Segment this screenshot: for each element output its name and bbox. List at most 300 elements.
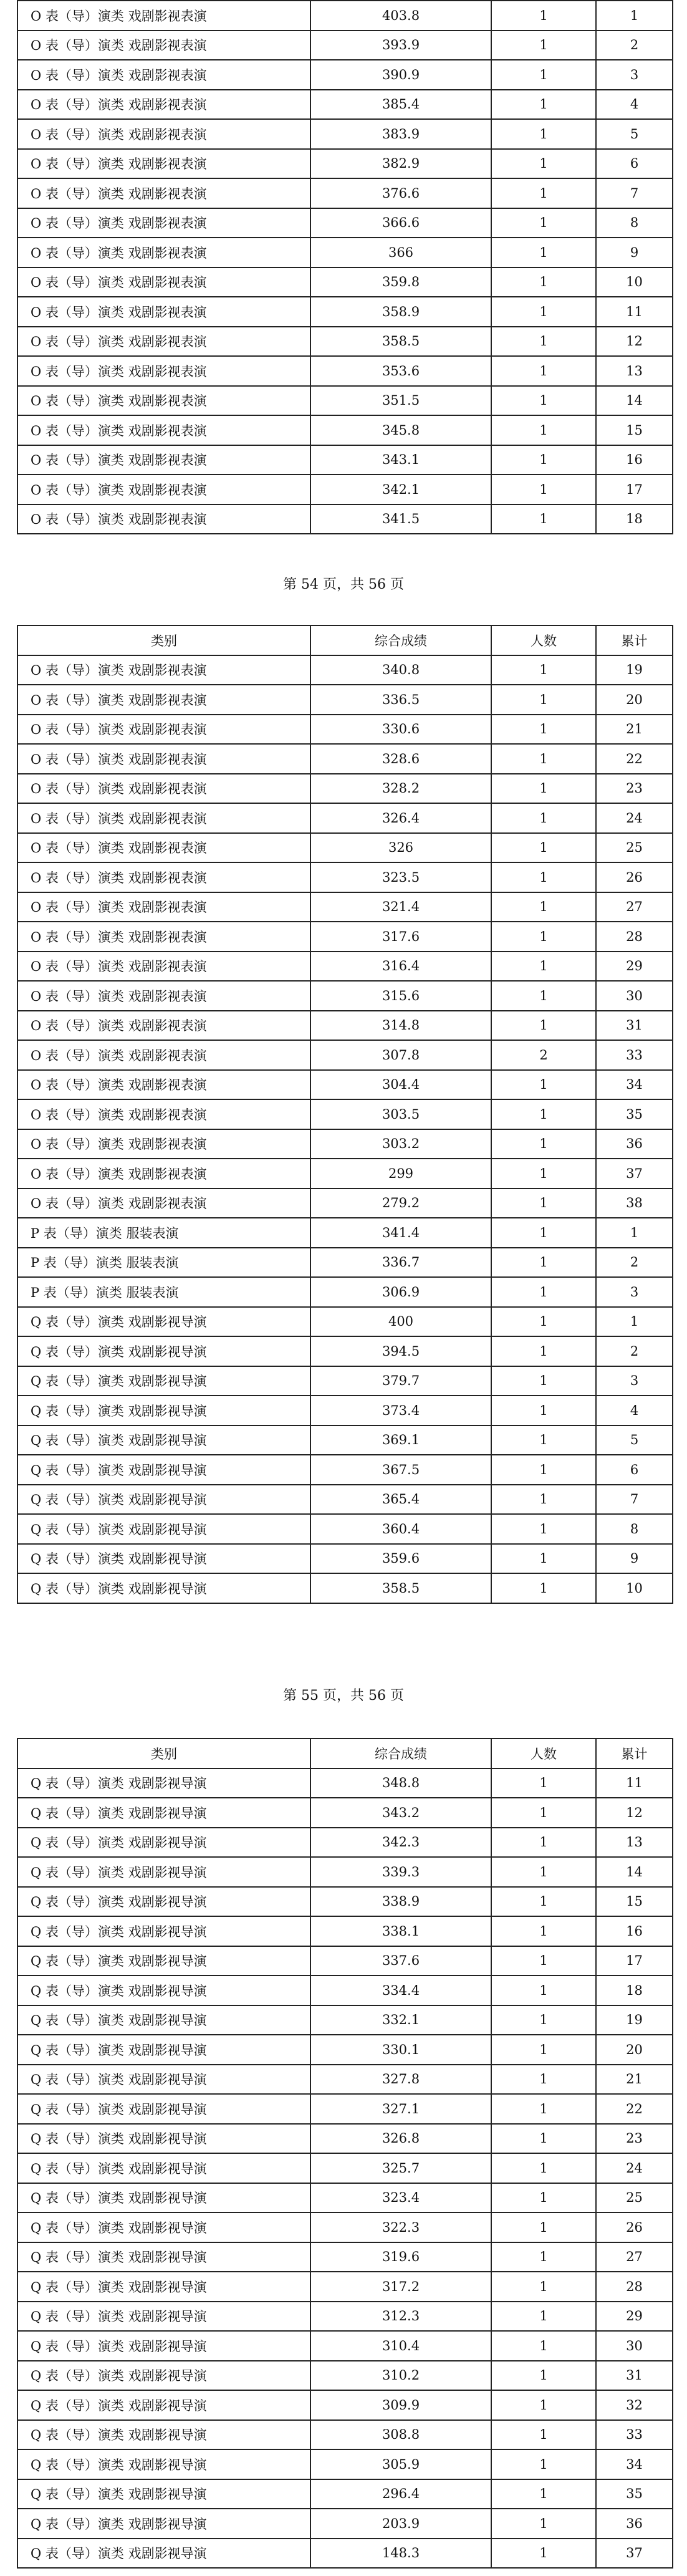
cell-category: Q 表（导）演类 戏剧影视导演 [17, 1307, 310, 1337]
cell-score: 403.8 [310, 1, 491, 31]
cell-score: 343.2 [310, 1798, 491, 1828]
table-row [17, 1277, 673, 1307]
cell-score: 321.4 [310, 892, 491, 922]
table-row [17, 1070, 673, 1100]
cell-category: O 表（导）演类 戏剧影视表演 [17, 655, 310, 685]
cell-score: 337.6 [310, 1946, 491, 1976]
cell-category: Q 表（导）演类 戏剧影视导演 [17, 2183, 310, 2213]
cell-count: 1 [491, 2242, 596, 2272]
cell-category: O 表（导）演类 戏剧影视表演 [17, 1, 310, 31]
cell-category: O 表（导）演类 戏剧影视表演 [17, 60, 310, 90]
table-row [17, 2509, 673, 2539]
results-table-page-53 [17, 0, 673, 534]
cell-category: Q 表（导）演类 戏剧影视导演 [17, 1798, 310, 1828]
cell-count: 1 [491, 981, 596, 1011]
cell-score: 148.3 [310, 2539, 491, 2569]
cell-score: 303.5 [310, 1099, 491, 1129]
cell-category: Q 表（导）演类 戏剧影视导演 [17, 2331, 310, 2361]
cell-score: 359.8 [310, 268, 491, 297]
cell-score: 390.9 [310, 60, 491, 90]
cell-cumulative: 7 [596, 178, 673, 208]
cell-score: 325.7 [310, 2153, 491, 2183]
cell-cumulative: 7 [596, 1485, 673, 1515]
cell-cumulative: 12 [596, 1798, 673, 1828]
cell-score: 358.5 [310, 327, 491, 357]
table-row [17, 2302, 673, 2332]
cell-category: Q 表（导）演类 戏剧影视导演 [17, 2094, 310, 2124]
cell-score: 340.8 [310, 655, 491, 685]
cell-count: 1 [491, 2212, 596, 2242]
cell-category: O 表（导）演类 戏剧影视表演 [17, 268, 310, 297]
table-row [17, 2331, 673, 2361]
cell-score: 308.8 [310, 2420, 491, 2450]
cell-count: 1 [491, 1070, 596, 1100]
table-row [17, 327, 673, 357]
cell-count: 1 [491, 60, 596, 90]
cell-cumulative: 12 [596, 327, 673, 357]
cell-score: 304.4 [310, 1070, 491, 1100]
cell-category: Q 表（导）演类 戏剧影视导演 [17, 2065, 310, 2095]
cell-score: 343.1 [310, 445, 491, 475]
cell-cumulative: 13 [596, 1828, 673, 1858]
table-row [17, 1946, 673, 1976]
cell-count: 1 [491, 90, 596, 120]
cell-cumulative: 16 [596, 445, 673, 475]
table-row [17, 2479, 673, 2509]
cell-count: 1 [491, 445, 596, 475]
cell-score: 317.2 [310, 2272, 491, 2302]
cell-count: 1 [491, 327, 596, 357]
cell-cumulative: 5 [596, 1425, 673, 1455]
cell-count: 1 [491, 952, 596, 982]
cell-category: O 表（导）演类 戏剧影视表演 [17, 238, 310, 268]
cell-cumulative: 30 [596, 2331, 673, 2361]
table-body [17, 625, 673, 1603]
cell-cumulative: 22 [596, 744, 673, 774]
cell-cumulative: 19 [596, 2005, 673, 2035]
cell-count: 1 [491, 1544, 596, 1574]
cell-cumulative: 1 [596, 1218, 673, 1248]
table-body [17, 1, 673, 534]
cell-category: O 表（导）演类 戏剧影视表演 [17, 1099, 310, 1129]
cell-cumulative: 9 [596, 238, 673, 268]
cell-score: 326.4 [310, 803, 491, 833]
cell-score: 365.4 [310, 1485, 491, 1515]
cell-score: 323.4 [310, 2183, 491, 2213]
table-row [17, 415, 673, 445]
cell-score: 400 [310, 1307, 491, 1337]
cell-category: O 表（导）演类 戏剧影视表演 [17, 685, 310, 715]
table-row [17, 178, 673, 208]
table-row [17, 1975, 673, 2005]
cell-category: Q 表（导）演类 戏剧影视导演 [17, 1768, 310, 1798]
cell-count: 1 [491, 1857, 596, 1887]
cell-count: 1 [491, 297, 596, 327]
cell-category: O 表（导）演类 戏剧影视表演 [17, 119, 310, 149]
cell-category: Q 表（导）演类 戏剧影视导演 [17, 2449, 310, 2479]
cell-category: O 表（导）演类 戏剧影视表演 [17, 862, 310, 892]
table-row [17, 2094, 673, 2124]
cell-cumulative: 33 [596, 2420, 673, 2450]
cell-category: Q 表（导）演类 戏剧影视导演 [17, 2272, 310, 2302]
cell-category: O 表（导）演类 戏剧影视表演 [17, 833, 310, 863]
cell-count: 1 [491, 833, 596, 863]
table-row [17, 119, 673, 149]
cell-cumulative: 23 [596, 2124, 673, 2154]
cell-score: 393.9 [310, 31, 491, 60]
cell-category: Q 表（导）演类 戏剧影视导演 [17, 1916, 310, 1946]
cell-score: 367.5 [310, 1455, 491, 1485]
header-count: 人数 [491, 1739, 596, 1768]
cell-score: 394.5 [310, 1336, 491, 1366]
cell-count: 1 [491, 2302, 596, 2332]
cell-count: 1 [491, 238, 596, 268]
cell-category: Q 表（导）演类 戏剧影视导演 [17, 2124, 310, 2154]
cell-score: 319.6 [310, 2242, 491, 2272]
table-row [17, 744, 673, 774]
cell-score: 338.9 [310, 1887, 491, 1917]
cell-cumulative: 30 [596, 981, 673, 1011]
cell-category: P 表（导）演类 服装表演 [17, 1248, 310, 1278]
cell-count: 1 [491, 2420, 596, 2450]
table-row [17, 981, 673, 1011]
cell-cumulative: 8 [596, 208, 673, 238]
cell-count: 1 [491, 1189, 596, 1218]
cell-cumulative: 8 [596, 1514, 673, 1544]
cell-count: 1 [491, 2361, 596, 2391]
table-row [17, 2183, 673, 2213]
cell-cumulative: 35 [596, 1099, 673, 1129]
cell-category: O 表（导）演类 戏剧影视表演 [17, 744, 310, 774]
cell-count: 1 [491, 1159, 596, 1189]
header-category: 类别 [17, 625, 310, 655]
table-body [17, 1739, 673, 2568]
table-row [17, 1455, 673, 1485]
cell-count: 1 [491, 1366, 596, 1396]
cell-count: 1 [491, 1336, 596, 1366]
header-count: 人数 [491, 625, 596, 655]
table-row [17, 1218, 673, 1248]
page-footer: 第 55 页，共 56 页 [283, 1688, 404, 1704]
results-table-page-54 [17, 625, 673, 1604]
cell-score: 296.4 [310, 2479, 491, 2509]
cell-cumulative: 28 [596, 2272, 673, 2302]
results-table-page-55 [17, 1738, 673, 2569]
cell-count: 1 [491, 1798, 596, 1828]
header-category: 类别 [17, 1739, 310, 1768]
table-row [17, 2390, 673, 2420]
table-row [17, 268, 673, 297]
cell-cumulative: 6 [596, 1455, 673, 1485]
table-header-row [17, 625, 673, 655]
cell-score: 336.5 [310, 685, 491, 715]
cell-count: 1 [491, 1485, 596, 1515]
cell-category: Q 表（导）演类 戏剧影视导演 [17, 2539, 310, 2569]
cell-count: 1 [491, 1975, 596, 2005]
cell-count: 1 [491, 2390, 596, 2420]
cell-category: O 表（导）演类 戏剧影视表演 [17, 715, 310, 745]
cell-cumulative: 23 [596, 774, 673, 804]
cell-cumulative: 1 [596, 1307, 673, 1337]
cell-cumulative: 22 [596, 2094, 673, 2124]
table-row [17, 1828, 673, 1858]
cell-score: 383.9 [310, 119, 491, 149]
cell-cumulative: 21 [596, 2065, 673, 2095]
cell-score: 339.3 [310, 1857, 491, 1887]
table-row [17, 1, 673, 31]
cell-score: 310.4 [310, 2331, 491, 2361]
cell-count: 1 [491, 1396, 596, 1425]
cell-count: 1 [491, 1514, 596, 1544]
cell-cumulative: 20 [596, 685, 673, 715]
table-row [17, 1129, 673, 1159]
table-row [17, 445, 673, 475]
table-row [17, 1307, 673, 1337]
cell-score: 351.5 [310, 386, 491, 416]
table-row [17, 1425, 673, 1455]
table-row [17, 386, 673, 416]
cell-category: O 表（导）演类 戏剧影视表演 [17, 356, 310, 386]
table-row [17, 60, 673, 90]
cell-cumulative: 24 [596, 803, 673, 833]
cell-cumulative: 6 [596, 149, 673, 179]
cell-cumulative: 2 [596, 1248, 673, 1278]
table-row [17, 1544, 673, 1574]
cell-count: 1 [491, 268, 596, 297]
cell-score: 379.7 [310, 1366, 491, 1396]
cell-score: 341.5 [310, 504, 491, 534]
table-row [17, 774, 673, 804]
cell-cumulative: 4 [596, 1396, 673, 1425]
cell-count: 1 [491, 2183, 596, 2213]
cell-cumulative: 9 [596, 1544, 673, 1574]
cell-category: Q 表（导）演类 戏剧影视导演 [17, 1946, 310, 1976]
cell-cumulative: 2 [596, 1336, 673, 1366]
cell-cumulative: 24 [596, 2153, 673, 2183]
cell-count: 1 [491, 715, 596, 745]
table-row [17, 1396, 673, 1425]
cell-score: 316.4 [310, 952, 491, 982]
cell-category: P 表（导）演类 服装表演 [17, 1218, 310, 1248]
cell-category: O 表（导）演类 戏剧影视表演 [17, 892, 310, 922]
cell-category: Q 表（导）演类 戏剧影视导演 [17, 2420, 310, 2450]
cell-score: 306.9 [310, 1277, 491, 1307]
cell-cumulative: 37 [596, 1159, 673, 1189]
cell-cumulative: 3 [596, 1366, 673, 1396]
cell-category: O 表（导）演类 戏剧影视表演 [17, 1070, 310, 1100]
cell-category: Q 表（导）演类 戏剧影视导演 [17, 2035, 310, 2065]
cell-category: O 表（导）演类 戏剧影视表演 [17, 178, 310, 208]
cell-category: P 表（导）演类 服装表演 [17, 1277, 310, 1307]
cell-cumulative: 1 [596, 1, 673, 31]
cell-category: O 表（导）演类 戏剧影视表演 [17, 981, 310, 1011]
cell-category: Q 表（导）演类 戏剧影视导演 [17, 2153, 310, 2183]
table-row [17, 655, 673, 685]
cell-cumulative: 31 [596, 2361, 673, 2391]
cell-score: 342.1 [310, 475, 491, 504]
cell-score: 309.9 [310, 2390, 491, 2420]
cell-score: 323.5 [310, 862, 491, 892]
cell-count: 1 [491, 803, 596, 833]
cell-count: 1 [491, 2479, 596, 2509]
cell-score: 328.6 [310, 744, 491, 774]
cell-count: 1 [491, 2005, 596, 2035]
cell-category: O 表（导）演类 戏剧影视表演 [17, 952, 310, 982]
cell-cumulative: 14 [596, 386, 673, 416]
cell-category: Q 表（导）演类 戏剧影视导演 [17, 1396, 310, 1425]
table-row [17, 1040, 673, 1070]
cell-category: O 表（导）演类 戏剧影视表演 [17, 504, 310, 534]
cell-score: 382.9 [310, 149, 491, 179]
cell-cumulative: 4 [596, 90, 673, 120]
cell-category: Q 表（导）演类 戏剧影视导演 [17, 1887, 310, 1917]
header-cumulative: 累计 [596, 1739, 673, 1768]
cell-score: 299 [310, 1159, 491, 1189]
cell-score: 203.9 [310, 2509, 491, 2539]
table-row [17, 1916, 673, 1946]
table-row [17, 238, 673, 268]
cell-count: 1 [491, 1887, 596, 1917]
cell-score: 332.1 [310, 2005, 491, 2035]
table-row [17, 1798, 673, 1828]
cell-score: 334.4 [310, 1975, 491, 2005]
table-row [17, 1159, 673, 1189]
cell-count: 1 [491, 1, 596, 31]
table-row [17, 833, 673, 863]
table-row [17, 2153, 673, 2183]
cell-score: 326.8 [310, 2124, 491, 2154]
cell-count: 1 [491, 862, 596, 892]
cell-count: 1 [491, 2539, 596, 2569]
cell-cumulative: 18 [596, 1975, 673, 2005]
cell-cumulative: 5 [596, 119, 673, 149]
cell-cumulative: 3 [596, 1277, 673, 1307]
cell-category: O 表（导）演类 戏剧影视表演 [17, 31, 310, 60]
cell-cumulative: 2 [596, 31, 673, 60]
cell-score: 312.3 [310, 2302, 491, 2332]
header-score: 综合成绩 [310, 1739, 491, 1768]
cell-score: 369.1 [310, 1425, 491, 1455]
cell-cumulative: 26 [596, 2212, 673, 2242]
cell-score: 326 [310, 833, 491, 863]
cell-category: O 表（导）演类 戏剧影视表演 [17, 1011, 310, 1041]
cell-category: O 表（导）演类 戏剧影视表演 [17, 415, 310, 445]
cell-score: 366 [310, 238, 491, 268]
cell-cumulative: 11 [596, 1768, 673, 1798]
cell-category: Q 表（导）演类 戏剧影视导演 [17, 1857, 310, 1887]
cell-count: 1 [491, 1248, 596, 1278]
cell-category: O 表（导）演类 戏剧影视表演 [17, 445, 310, 475]
header-score: 综合成绩 [310, 625, 491, 655]
cell-score: 305.9 [310, 2449, 491, 2479]
table-row [17, 208, 673, 238]
page-footer: 第 54 页，共 56 页 [283, 577, 404, 592]
cell-count: 1 [491, 1916, 596, 1946]
table-row [17, 892, 673, 922]
cell-cumulative: 29 [596, 952, 673, 982]
cell-category: O 表（导）演类 戏剧影视表演 [17, 1159, 310, 1189]
cell-count: 1 [491, 744, 596, 774]
cell-count: 1 [491, 119, 596, 149]
cell-count: 1 [491, 356, 596, 386]
cell-count: 1 [491, 2124, 596, 2154]
cell-cumulative: 10 [596, 1573, 673, 1603]
cell-category: O 表（导）演类 戏剧影视表演 [17, 1129, 310, 1159]
cell-cumulative: 25 [596, 2183, 673, 2213]
cell-score: 303.2 [310, 1129, 491, 1159]
cell-cumulative: 33 [596, 1040, 673, 1070]
cell-category: Q 表（导）演类 戏剧影视导演 [17, 2302, 310, 2332]
cell-score: 342.3 [310, 1828, 491, 1858]
cell-category: Q 表（导）演类 戏剧影视导演 [17, 1828, 310, 1858]
table-row [17, 1887, 673, 1917]
cell-score: 373.4 [310, 1396, 491, 1425]
cell-count: 1 [491, 149, 596, 179]
cell-count: 1 [491, 1455, 596, 1485]
cell-category: Q 表（导）演类 戏剧影视导演 [17, 1366, 310, 1396]
table-row [17, 1099, 673, 1129]
cell-category: Q 表（导）演类 戏剧影视导演 [17, 1514, 310, 1544]
table-row [17, 862, 673, 892]
cell-count: 1 [491, 1011, 596, 1041]
cell-score: 279.2 [310, 1189, 491, 1218]
cell-count: 1 [491, 2065, 596, 2095]
cell-score: 314.8 [310, 1011, 491, 1041]
cell-category: O 表（导）演类 戏剧影视表演 [17, 327, 310, 357]
cell-category: Q 表（导）演类 戏剧影视导演 [17, 2005, 310, 2035]
cell-category: Q 表（导）演类 戏剧影视导演 [17, 1544, 310, 1574]
cell-count: 1 [491, 1307, 596, 1337]
cell-cumulative: 19 [596, 655, 673, 685]
cell-count: 1 [491, 655, 596, 685]
cell-cumulative: 26 [596, 862, 673, 892]
cell-count: 1 [491, 178, 596, 208]
cell-category: O 表（导）演类 戏剧影视表演 [17, 922, 310, 952]
cell-score: 345.8 [310, 415, 491, 445]
cell-cumulative: 34 [596, 1070, 673, 1100]
cell-score: 330.6 [310, 715, 491, 745]
cell-count: 1 [491, 774, 596, 804]
cell-count: 1 [491, 1768, 596, 1798]
cell-category: O 表（导）演类 戏剧影视表演 [17, 297, 310, 327]
table-row [17, 2361, 673, 2391]
cell-cumulative: 11 [596, 297, 673, 327]
cell-cumulative: 14 [596, 1857, 673, 1887]
cell-category: O 表（导）演类 戏剧影视表演 [17, 1040, 310, 1070]
cell-category: Q 表（导）演类 戏剧影视导演 [17, 2212, 310, 2242]
cell-score: 310.2 [310, 2361, 491, 2391]
cell-count: 1 [491, 922, 596, 952]
cell-cumulative: 36 [596, 1129, 673, 1159]
cell-category: Q 表（导）演类 戏剧影视导演 [17, 2479, 310, 2509]
cell-cumulative: 29 [596, 2302, 673, 2332]
table-row [17, 1857, 673, 1887]
cell-count: 2 [491, 1040, 596, 1070]
table-row [17, 1011, 673, 1041]
cell-count: 1 [491, 685, 596, 715]
table-row [17, 1248, 673, 1278]
cell-count: 1 [491, 1946, 596, 1976]
table-row [17, 1336, 673, 1366]
cell-category: O 表（导）演类 戏剧影视表演 [17, 475, 310, 504]
cell-category: Q 表（导）演类 戏剧影视导演 [17, 2509, 310, 2539]
table-row [17, 1573, 673, 1603]
cell-cumulative: 25 [596, 833, 673, 863]
table-row [17, 685, 673, 715]
cell-score: 315.6 [310, 981, 491, 1011]
cell-cumulative: 17 [596, 1946, 673, 1976]
table-row [17, 952, 673, 982]
